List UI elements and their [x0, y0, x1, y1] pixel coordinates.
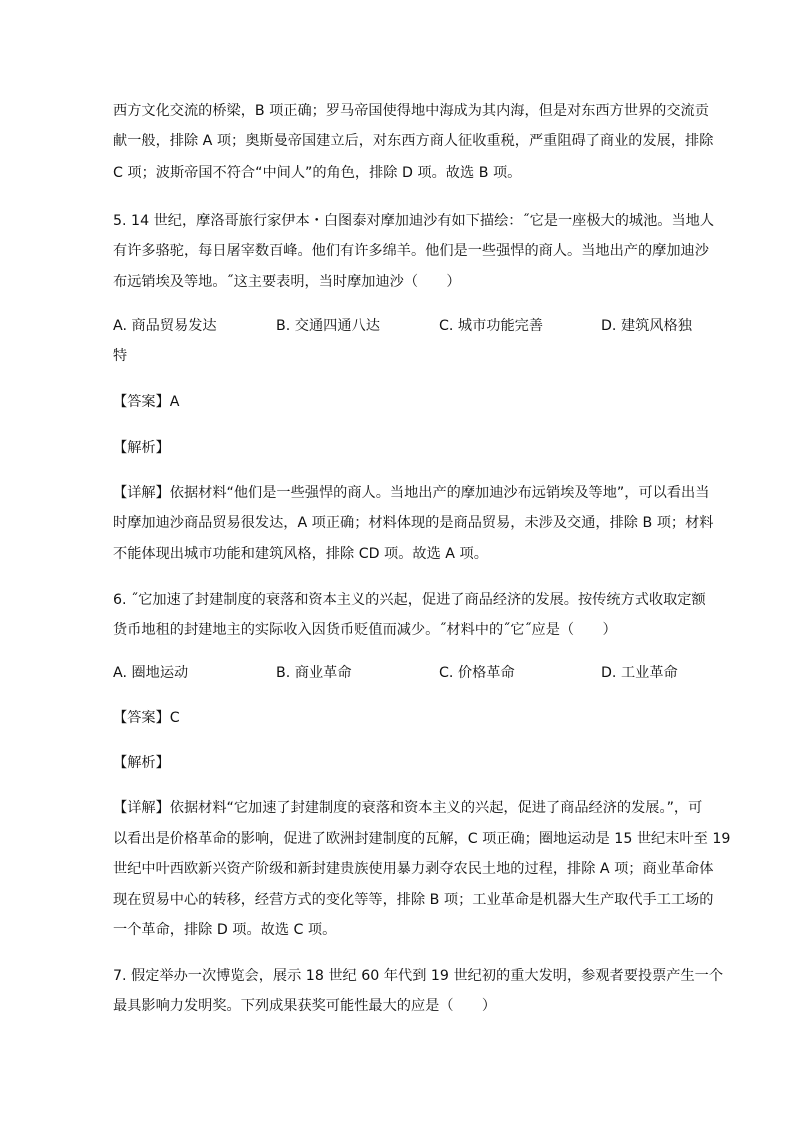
intro-line-1: 西方文化交流的桥梁，B 项正确；罗马帝国使得地中海成为其内海，但是对东西方世界的交流贡	[113, 103, 709, 119]
q6-detail-line-3: 世纪中叶西欧新兴资产阶级和新封建贵族使用暴力剥夺农民土地的过程，排除 A 项；商业革命体	[113, 861, 714, 877]
q6-stem-line-1: 6. ˝它加速了封建制度的衰落和资本主义的兴起，促进了商品经济的发展。按传统方式收取定额	[113, 592, 706, 608]
q7-stem-line-1: 7. 假定举办一次博览会，展示 18 世纪 60 年代到 19 世纪初的重大发明，参观者要投票产生一个	[113, 968, 724, 984]
q5-detail-line-3: 不能体现出城市功能和建筑风格，排除 CD 项。故选 A 项。	[113, 546, 488, 562]
q6-option-a: A. 圈地运动	[113, 665, 189, 681]
q5-option-d-continued: 特	[113, 348, 128, 364]
q5-stem-line-2: 有许多骆驼，每日屠宰数百峰。他们有许多绵羊。他们是一些强悍的商人。当地出产的摩加迪沙	[113, 243, 709, 259]
q7-stem-line-2: 最具影响力发明奖。下列成果获奖可能性最大的应是（ ）	[113, 998, 497, 1014]
intro-line-2: 献一般，排除 A 项；奥斯曼帝国建立后，对东西方商人征收重税，严重阻碍了商业的发展，排除	[113, 133, 714, 149]
q6-detail-line-2: 以看出是价格革命的影响，促进了欧洲封建制度的瓦解，C 项正确；圈地运动是 15 世纪末叶至 19	[113, 831, 731, 847]
q5-option-d: D. 建筑风格独	[601, 318, 692, 334]
q5-answer: 【答案】A	[113, 394, 180, 410]
q6-detail-line-5: 一个革命，排除 D 项。故选 C 项。	[113, 922, 337, 938]
q6-option-b: B. 商业革命	[276, 665, 352, 681]
q5-option-c: C. 城市功能完善	[439, 318, 544, 334]
q5-option-a: A. 商品贸易发达	[113, 318, 217, 334]
q5-stem-line-1: 5. 14 世纪，摩洛哥旅行家伊本・白图泰对摩加迪沙有如下描绘：˝它是一座极大的城池。当地人	[113, 213, 715, 229]
q6-option-d: D. 工业革命	[601, 665, 678, 681]
q6-detail-line-4: 现在贸易中心的转移，经营方式的变化等等，排除 B 项；工业革命是机器大生产取代手工工场的	[113, 892, 714, 908]
q6-stem-line-2: 货币地租的封建地主的实际收入因货币贬值而减少。˝材料中的˝它˝应是（ ）	[113, 622, 617, 638]
q5-detail-line-1: 【详解】依据材料“他们是一些强悍的商人。当地出产的摩加迪沙布远销埃及等地”，可以看出当	[113, 485, 710, 501]
q6-answer: 【答案】C	[113, 710, 180, 726]
intro-line-3: C 项；波斯帝国不符合“中间人”的角色，排除 D 项。故选 B 项。	[113, 165, 522, 181]
q5-stem-line-3: 布远销埃及等地。˝这主要表明，当时摩加迪沙（ ）	[113, 274, 461, 290]
q5-analysis-title: 【解析】	[113, 440, 170, 456]
q6-analysis-title: 【解析】	[113, 755, 170, 771]
q5-option-b: B. 交通四通八达	[276, 318, 380, 334]
q5-detail-line-2: 时摩加迪沙商品贸易很发达，A 项正确；材料体现的是商品贸易，未涉及交通，排除 B 项；材料	[113, 515, 714, 531]
q6-detail-line-1: 【详解】依据材料“它加速了封建制度的衰落和资本主义的兴起，促进了商品经济的发展。”，可	[113, 800, 703, 816]
q6-option-c: C. 价格革命	[439, 665, 515, 681]
